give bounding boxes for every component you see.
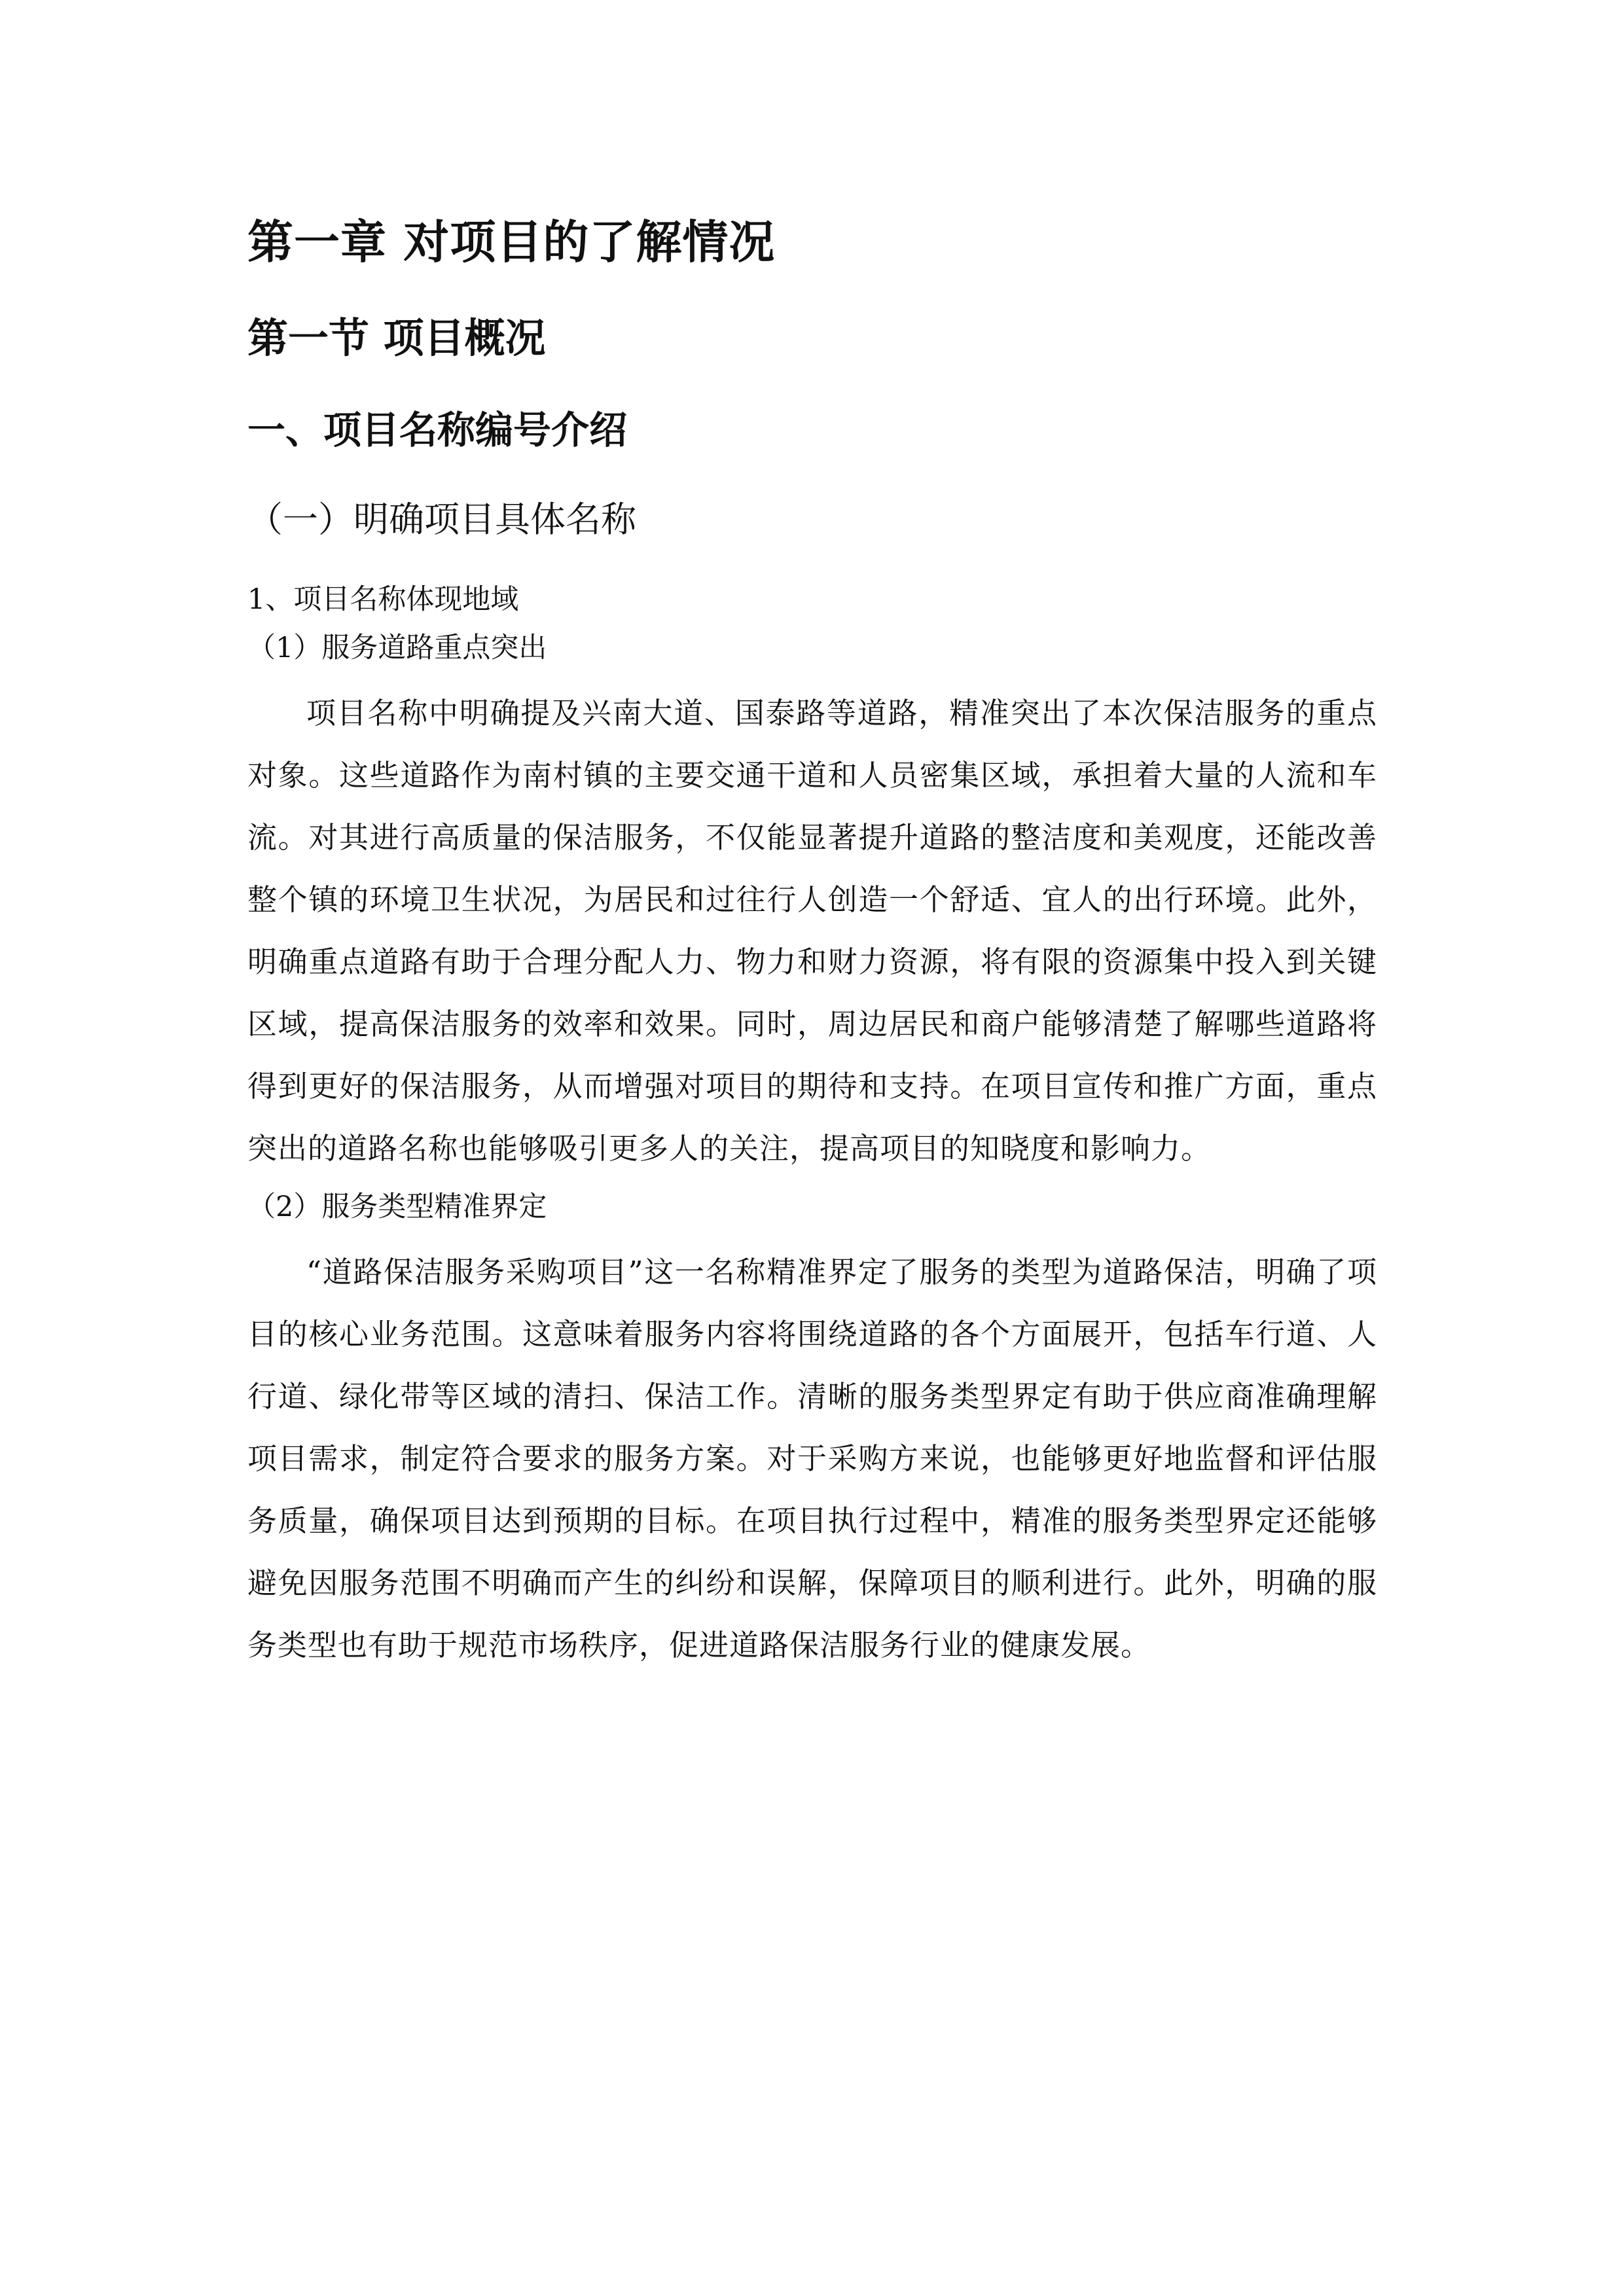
subheading-road-focus: （1）服务道路重点突出 (247, 632, 547, 664)
paragraph-road-focus: 项目名称中明确提及兴南大道、国泰路等道路，精准突出了本次保洁服务的重点对象。这些道路作为南村镇的主要交通干道和人员密集区域，承担着大量的人流和车流。对其进行高质量的保洁服务，不仅能显著提升道路的整洁度和美观度，还能改善整个镇的环境卫生状况，为居民和过往行人创造一个舒适、宜人的出行环境。此外，明确重点道路有助于合理分配人力、物力和财力资源，将有限的资源集中投入到关键区域，提高保洁服务的效率和效果。同时，周边居民和商户能够清楚了解哪些道路将得到更好的保洁服务，从而增强对项目的期待和支持。在项目宣传和推广方面，重点突出的道路名称也能够吸引更多人的关注，提高项目的知晓度和影响力。 (247, 696, 1377, 1166)
section-title: 第一节 项目概况 (247, 314, 546, 362)
heading-project-name-intro: 一、项目名称编号介绍 (247, 408, 628, 452)
heading-specific-name: （一）明确项目具体名称 (247, 499, 636, 540)
subheading-service-type: （2）服务类型精准界定 (247, 1191, 547, 1223)
paragraph-service-type: “道路保洁服务采购项目”这一名称精准界定了服务的类型为道路保洁，明确了项目的核心业务范围。这意味着服务内容将围绕道路的各个方面展开，包括车行道、人行道、绿化带等区域的清扫、保洁工作。清晰的服务类型界定有助于供应商准确理解项目需求，制定符合要求的服务方案。对于采购方来说，也能够更好地监督和评估服务质量，确保项目达到预期的目标。在项目执行过程中，精准的服务类型界定还能够避免因服务范围不明确而产生的纠纷和误解，保障项目的顺利进行。此外，明确的服务类型也有助于规范市场秩序，促进道路保洁服务行业的健康发展。 (247, 1255, 1377, 1662)
document-body (247, 209, 1377, 1676)
heading-region: 1、项目名称体现地域 (247, 583, 519, 616)
chapter-title: 第一章 对项目的了解情况 (247, 215, 776, 269)
